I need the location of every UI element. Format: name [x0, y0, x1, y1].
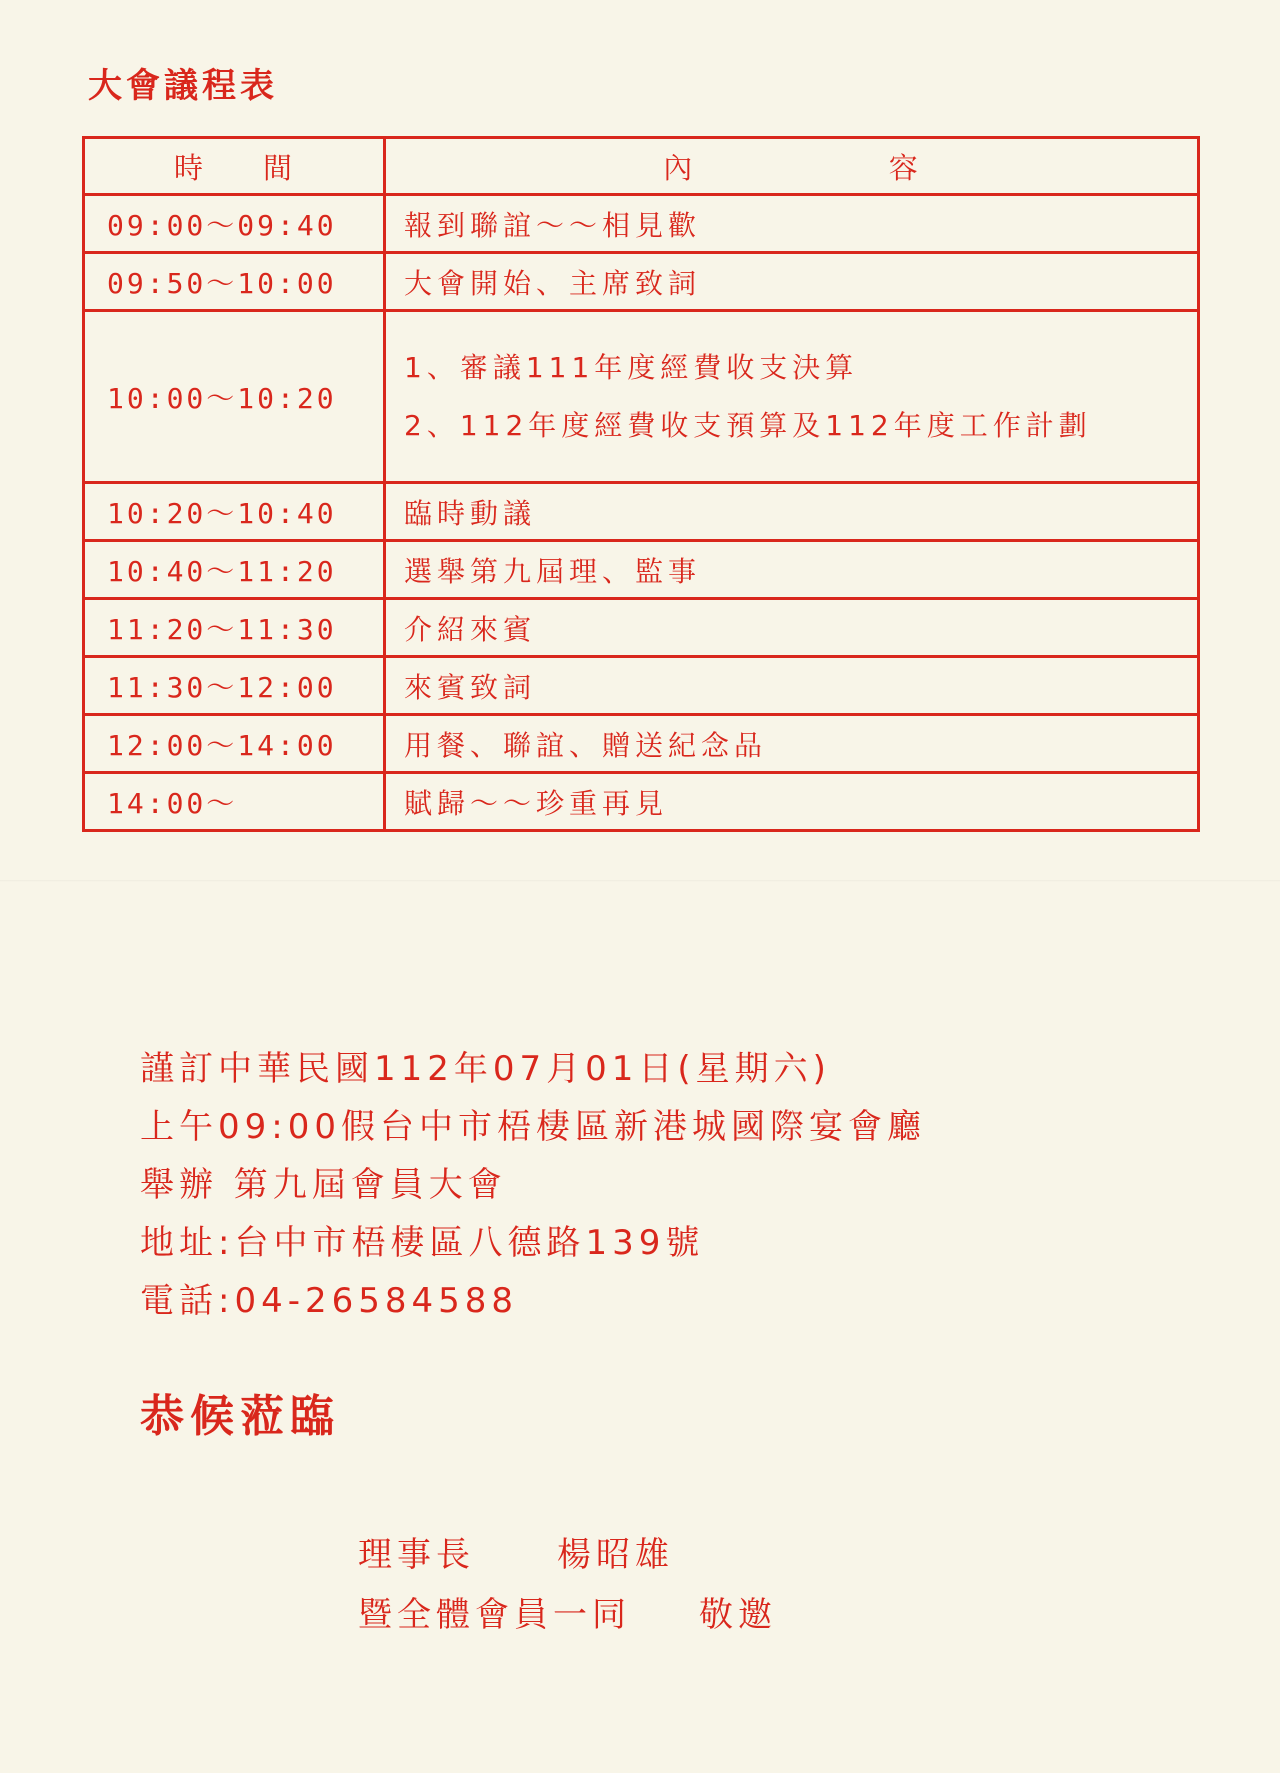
signature-closing: 敬邀 [699, 1595, 777, 1635]
agenda-row [84, 253, 1199, 311]
agenda-time: 10:00～10:20 [84, 311, 385, 483]
agenda-time: 14:00～ [84, 773, 385, 831]
signature-name: 楊昭雄 [557, 1535, 674, 1575]
invitation-address: 地址:台中市梧棲區八德路139號 [140, 1223, 705, 1263]
agenda-row [84, 541, 1199, 599]
signature-members-row [358, 1585, 777, 1645]
agenda-content: 用餐、聯誼、贈送紀念品 [385, 715, 1199, 773]
agenda-row [84, 773, 1199, 831]
paper-fold-line [0, 880, 1280, 882]
invitation-event: 舉辦 第九屆會員大會 [140, 1165, 507, 1205]
agenda-time: 10:20～10:40 [84, 483, 385, 541]
agenda-content: 來賓致詞 [385, 657, 1199, 715]
header-time [84, 138, 385, 195]
agenda-content [385, 311, 1199, 483]
header-content-char-2: 容 [888, 150, 920, 185]
agenda-content: 選舉第九屆理、監事 [385, 541, 1199, 599]
agenda-content: 報到聯誼～～相見歡 [385, 195, 1199, 253]
agenda-time: 09:50～10:00 [84, 253, 385, 311]
agenda-content-line-2: 2、112年度經費收支預算及112年度工作計劃 [404, 408, 1092, 442]
agenda-row [84, 195, 1199, 253]
agenda-content: 大會開始、主席致詞 [385, 253, 1199, 311]
signature-block [358, 1525, 777, 1645]
agenda-content-line-1: 1、審議111年度經費收支決算 [404, 350, 859, 384]
agenda-time: 09:00～09:40 [84, 195, 385, 253]
agenda-row [84, 657, 1199, 715]
signature-chair-row [358, 1525, 777, 1585]
agenda-content: 臨時動議 [385, 483, 1199, 541]
agenda-header-row [84, 138, 1199, 195]
agenda-content: 介紹來賓 [385, 599, 1199, 657]
header-time-char-1: 時 [173, 150, 205, 185]
agenda-title: 大會議程表 [88, 66, 278, 106]
agenda-time: 11:20～11:30 [84, 599, 385, 657]
agenda-row [84, 483, 1199, 541]
agenda-content: 賦歸～～珍重再見 [385, 773, 1199, 831]
agenda-time: 10:40～11:20 [84, 541, 385, 599]
header-content [385, 138, 1199, 195]
invitation-text [140, 1040, 926, 1330]
header-content-char-1: 內 [663, 150, 695, 185]
invitation-date: 謹訂中華民國112年07月01日(星期六) [140, 1049, 831, 1089]
greeting: 恭候蒞臨 [140, 1391, 340, 1442]
invitation-phone: 電話:04-26584588 [140, 1281, 519, 1321]
agenda-row [84, 311, 1199, 483]
agenda-time: 11:30～12:00 [84, 657, 385, 715]
invitation-venue: 上午09:00假台中市梧棲區新港城國際宴會廳 [140, 1107, 926, 1147]
signature-role: 理事長 [358, 1535, 475, 1575]
header-time-char-2: 間 [262, 150, 294, 185]
signature-members: 暨全體會員一同 [358, 1595, 631, 1635]
agenda-time: 12:00～14:00 [84, 715, 385, 773]
agenda-table [82, 136, 1200, 832]
agenda-row [84, 599, 1199, 657]
agenda-row [84, 715, 1199, 773]
